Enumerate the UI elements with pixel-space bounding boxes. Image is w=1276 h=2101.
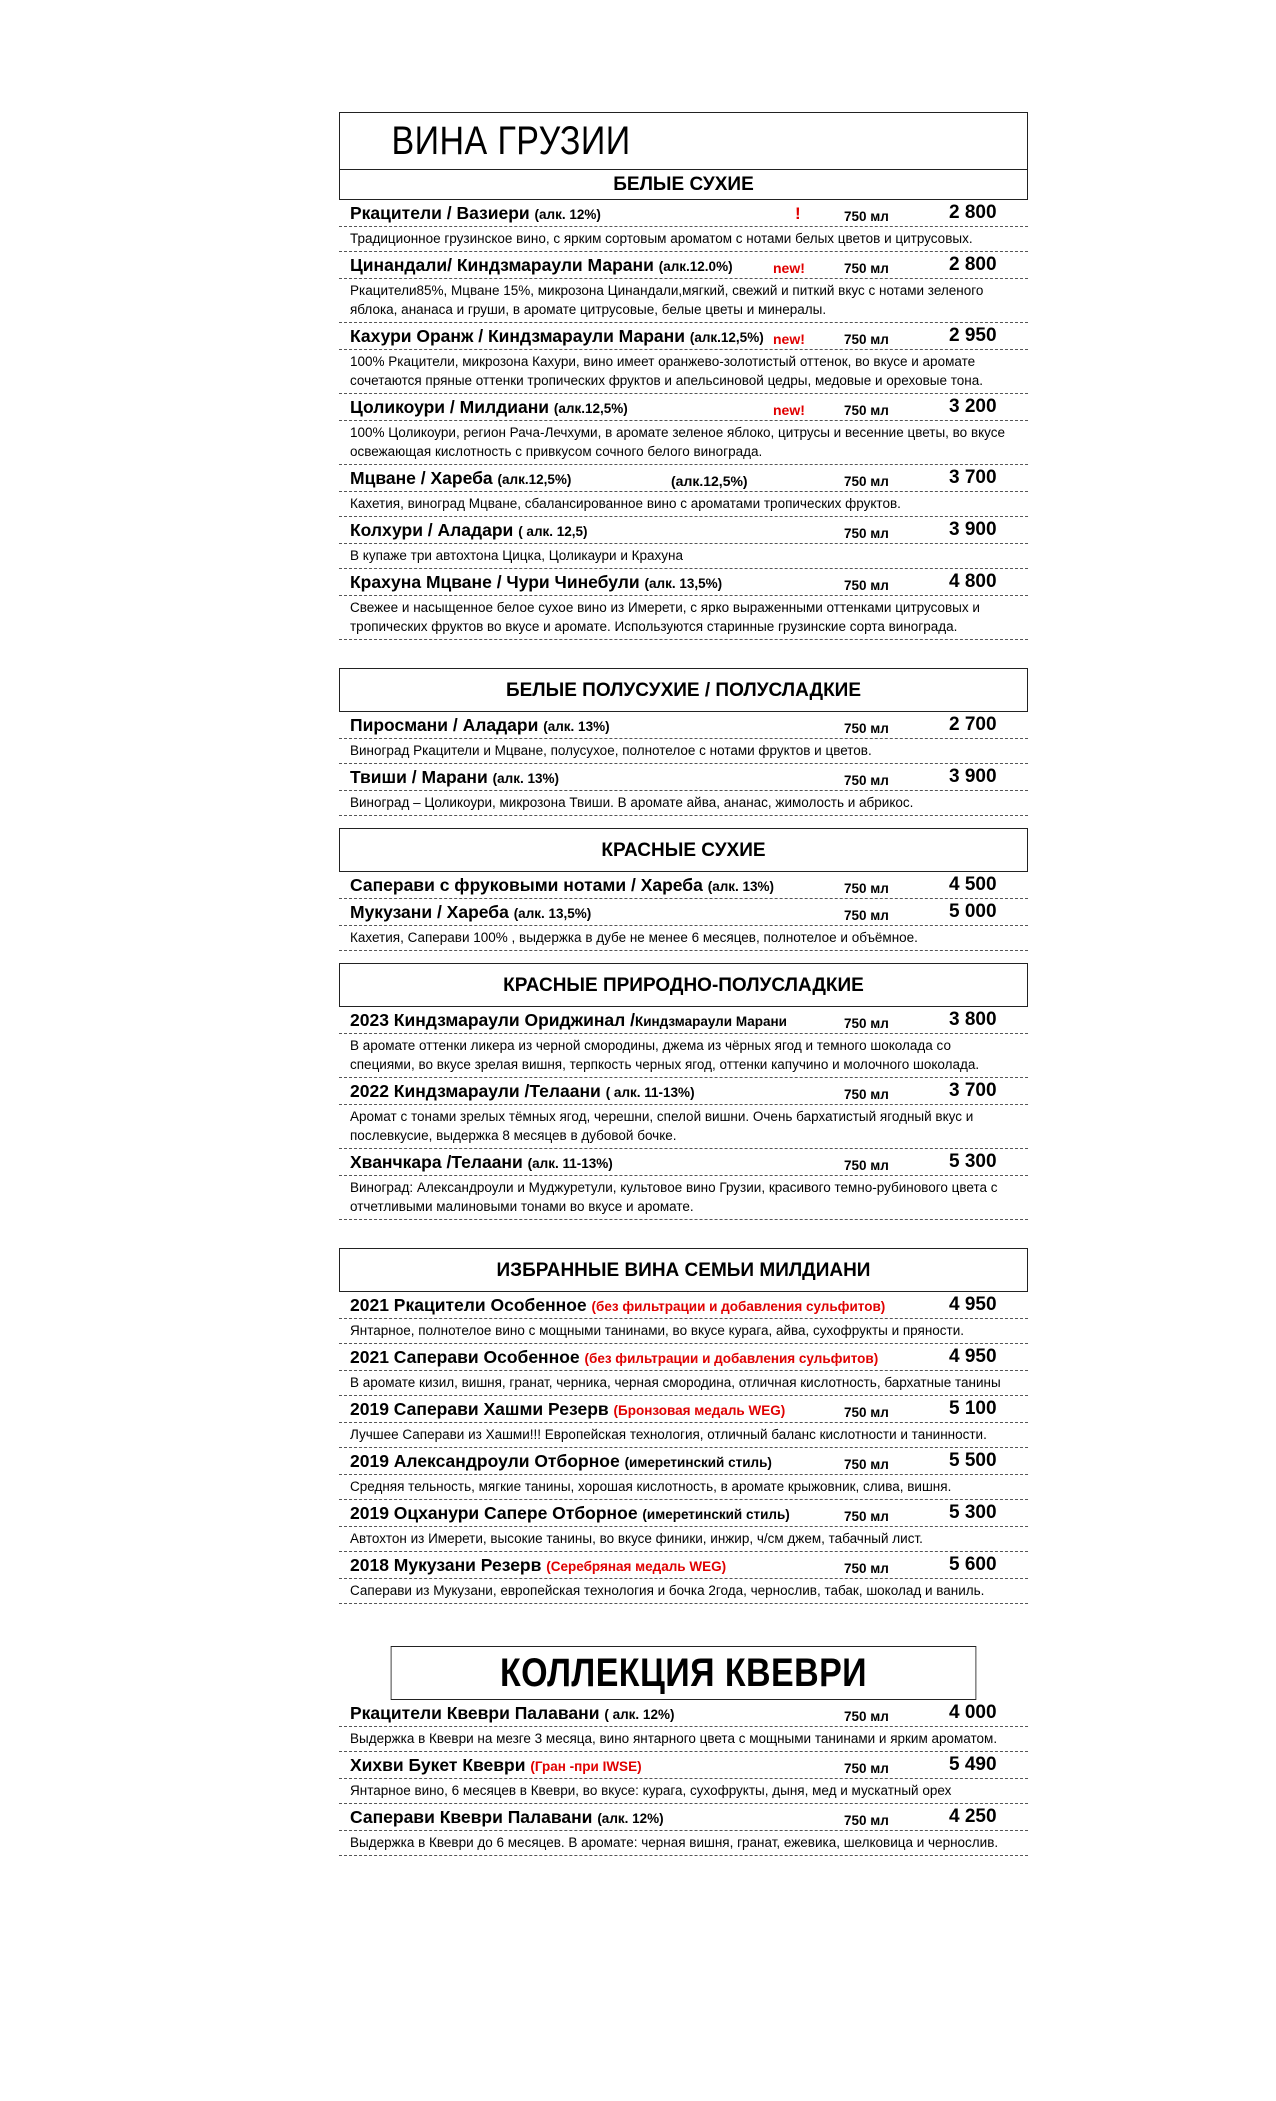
wine-name <box>350 1081 695 1102</box>
new-badge: new! <box>773 331 805 347</box>
wine-price: 2 950 <box>949 325 997 346</box>
wine-item <box>339 1700 1028 1752</box>
wine-name <box>350 767 559 788</box>
wine-volume: 750 мл <box>844 1561 889 1576</box>
wine-row <box>339 1752 1028 1779</box>
section-red-dry <box>339 872 1028 951</box>
wine-row <box>339 200 1028 227</box>
wine-alcohol-extra: (алк.12,5%) <box>671 473 748 489</box>
wine-alcohol: (алк.12,5%) <box>497 472 572 487</box>
wine-name <box>350 397 628 418</box>
wine-row <box>339 712 1028 739</box>
wine-item <box>339 1448 1028 1500</box>
wine-item <box>339 899 1028 951</box>
wine-description: В аромате оттенки ликера из черной смородины, джема из чёрных ягод и темного шоколада со специями, во вкусе зрелая вишня, терпкость черных ягод, оттенки капучино и молочного шоколада. <box>339 1034 1028 1078</box>
wine-volume: 750 мл <box>844 1457 889 1472</box>
wine-price: 5 500 <box>949 1450 997 1471</box>
wine-name-text: Ркацители Квеври Палавани <box>350 1703 605 1723</box>
wine-alcohol: (алк. 12%) <box>597 1811 664 1826</box>
wine-name-text: Пиросмани / Аладари <box>350 715 544 735</box>
wine-volume: 750 мл <box>844 1509 889 1524</box>
wine-volume: 750 мл <box>844 721 889 736</box>
wine-item <box>339 252 1028 323</box>
wine-description: Янтарное вино, 6 месяцев в Квеври, во вкусе: курага, сухофрукты, дыня, мед и мускатный орех <box>339 1779 1028 1804</box>
wine-name-text: 2022 Киндзмараули /Телаани <box>350 1081 606 1101</box>
wine-description: Выдержка в Квеври до 6 месяцев. В аромате: черная вишня, гранат, ежевика, шелковица и чернослив. <box>339 1831 1028 1856</box>
wine-description: Кахетия, виноград Мцване, сбалансированное вино с ароматами тропических фруктов. <box>339 492 1028 517</box>
wine-volume: 750 мл <box>844 1813 889 1828</box>
new-badge: new! <box>773 260 805 276</box>
wine-row <box>339 1292 1028 1319</box>
wine-item <box>339 712 1028 764</box>
wine-volume: 750 мл <box>844 1087 889 1102</box>
wine-volume: 750 мл <box>844 578 889 593</box>
wine-price: 4 500 <box>949 874 997 895</box>
section-white-dry <box>339 200 1028 640</box>
wine-item <box>339 200 1028 252</box>
wine-row <box>339 1500 1028 1527</box>
wine-name <box>350 468 571 489</box>
wine-name <box>350 1451 772 1472</box>
wine-name <box>350 1503 790 1524</box>
wine-item <box>339 1344 1028 1396</box>
wine-name-text: 2021 Ркацители Особенное <box>350 1295 592 1315</box>
wine-volume: 750 мл <box>844 332 889 347</box>
wine-price: 3 900 <box>949 766 997 787</box>
wine-alcohol: (имеретинский стиль) <box>642 1507 790 1522</box>
wine-name-text: Ркацители / Вазиери <box>350 203 535 223</box>
wine-name-text: Кахури Оранж / Киндзмараули Марани <box>350 326 690 346</box>
wine-alcohol: (алк. 13,5%) <box>513 906 592 921</box>
wine-alcohol: (алк.12,5%) <box>689 330 764 345</box>
wine-item <box>339 872 1028 899</box>
wine-item <box>339 394 1028 465</box>
wine-award: (без фильтрации и добавления сульфитов) <box>591 1299 886 1314</box>
wine-name <box>350 1555 726 1576</box>
wine-alcohol: Киндзмараули Марани <box>634 1014 787 1029</box>
section-heading-mildiani: ИЗБРАННЫЕ ВИНА СЕМЬИ МИЛДИАНИ <box>339 1248 1028 1292</box>
wine-row <box>339 899 1028 926</box>
wine-alcohol: (алк. 13,5%) <box>644 576 723 591</box>
wine-price: 4 250 <box>949 1806 997 1827</box>
wine-item <box>339 1292 1028 1344</box>
wine-item <box>339 517 1028 569</box>
wine-item <box>339 1149 1028 1220</box>
wine-volume: 750 мл <box>844 1016 889 1031</box>
wine-item <box>339 569 1028 640</box>
wine-description: Традиционное грузинское вино, с ярким сортовым ароматом с нотами белых цветов и цитрусовых. <box>339 227 1028 252</box>
wine-name-text: 2019 Саперави Хашми Резерв <box>350 1399 614 1419</box>
wine-price: 5 490 <box>949 1754 997 1775</box>
wine-volume: 750 мл <box>844 1709 889 1724</box>
wine-alcohol: (имеретинский стиль) <box>624 1455 772 1470</box>
wine-item <box>339 323 1028 394</box>
wine-description: Лучшее Саперави из Хашми!!! Европейская технология, отличный баланс кислотности и танинности. <box>339 1423 1028 1448</box>
wine-price: 3 700 <box>949 467 997 488</box>
wine-volume: 750 мл <box>844 881 889 896</box>
wine-volume: 750 мл <box>844 261 889 276</box>
wine-volume: 750 мл <box>844 1761 889 1776</box>
wine-alcohol: (алк.12,5%) <box>553 401 628 416</box>
wine-name-text: Саперави с фруковыми нотами / Хареба <box>350 875 708 895</box>
wine-alcohol: (алк. 11-13%) <box>527 1156 613 1171</box>
wine-item <box>339 1007 1028 1078</box>
wine-row <box>339 1344 1028 1371</box>
wine-item <box>339 1552 1028 1604</box>
wine-name-text: Хихви Букет Квеври <box>350 1755 531 1775</box>
wine-volume: 750 мл <box>844 1405 889 1420</box>
section-mildiani <box>339 1292 1028 1604</box>
wine-name-text: Цинандали/ Киндзмараули Марани <box>350 255 659 275</box>
wine-row <box>339 323 1028 350</box>
wine-alcohol: ( алк. 12%) <box>604 1707 675 1722</box>
section-white-semi <box>339 712 1028 816</box>
wine-price: 3 900 <box>949 519 997 540</box>
wine-description: Виноград – Цоликоури, микрозона Твиши. В аромате айва, ананас, жимолость и абрикос. <box>339 791 1028 816</box>
wine-description: Саперави из Мукузани, европейская технология и бочка 2года, чернослив, табак, шоколад и ваниль. <box>339 1579 1028 1604</box>
wine-alcohol: ( алк. 11-13%) <box>605 1085 695 1100</box>
section-red-semi <box>339 1007 1028 1220</box>
wine-award: (без фильтрации и добавления сульфитов) <box>584 1351 879 1366</box>
wine-alcohol: (алк. 13%) <box>543 719 610 734</box>
wine-row <box>339 1804 1028 1831</box>
wine-row <box>339 1007 1028 1034</box>
wine-alcohol: ( алк. 12,5) <box>518 524 588 539</box>
wine-description: 100% Цоликоури, регион Рача-Лечхуми, в аромате зеленое яблоко, цитрусы и весенние цветы, во вкусе освежающая кислотность с привкусом сочного белого винограда. <box>339 421 1028 465</box>
wine-row <box>339 1552 1028 1579</box>
wine-description: В купаже три автохтона Цицка, Цоликаури и Крахуна <box>339 544 1028 569</box>
wine-name-text: 2021 Саперави Особенное <box>350 1347 585 1367</box>
wine-name-text: Хванчкара /Телаани <box>350 1152 528 1172</box>
section-heading-white-dry: БЕЛЫЕ СУХИЕ <box>340 169 1027 199</box>
wine-row <box>339 1448 1028 1475</box>
wine-description: Кахетия, Саперави 100% , выдержка в дубе не менее 6 месяцев, полнотелое и объёмное. <box>339 926 1028 951</box>
wine-name-text: Цоликоури / Милдиани <box>350 397 554 417</box>
wine-name <box>350 572 722 593</box>
wine-item <box>339 1396 1028 1448</box>
wine-volume: 750 мл <box>844 474 889 489</box>
wine-description: В аромате кизил, вишня, гранат, черника, черная смородина, отличная кислотность, бархатные танины <box>339 1371 1028 1396</box>
wine-price: 3 200 <box>949 396 997 417</box>
wine-volume: 750 мл <box>844 908 889 923</box>
section-heading-white-semi: БЕЛЫЕ ПОЛУСУХИЕ / ПОЛУСЛАДКИЕ <box>339 668 1028 712</box>
wine-volume: 750 мл <box>844 1158 889 1173</box>
wine-price: 4 950 <box>949 1346 997 1367</box>
wine-price: 2 800 <box>949 254 997 275</box>
wine-row <box>339 1078 1028 1105</box>
wine-name <box>350 902 591 923</box>
wine-price: 4 000 <box>949 1702 997 1723</box>
wine-description: 100% Ркацители, микрозона Кахури, вино имеет оранжево-золотистый оттенок, во вкусе и аромате сочетаются пряные оттенки тропических фруктов и апельсиновой цедры, медовые и ореховые тона. <box>339 350 1028 394</box>
wine-row <box>339 1149 1028 1176</box>
wine-price: 5 300 <box>949 1151 997 1172</box>
wine-item <box>339 764 1028 816</box>
wine-name <box>350 255 733 276</box>
wine-price: 4 800 <box>949 571 997 592</box>
wine-name <box>350 715 610 736</box>
wine-row <box>339 569 1028 596</box>
wine-name <box>350 1295 885 1316</box>
wine-description: Янтарное, полнотелое вино с мощными танинами, во вкусе курага, айва, сухофрукты и пряности. <box>339 1319 1028 1344</box>
wine-alcohol: (алк. 13%) <box>707 879 775 894</box>
wine-alcohol: (алк. 12%) <box>534 207 601 222</box>
wine-name-text: Саперави Квеври Палавани <box>350 1807 598 1827</box>
wine-description: Выдержка в Квеври на мезге 3 месяца, вино янтарного цвета с мощными танинами и ярким ароматом. <box>339 1727 1028 1752</box>
wine-item <box>339 1500 1028 1552</box>
wine-volume: 750 мл <box>844 403 889 418</box>
wine-name <box>350 1807 664 1828</box>
wine-price: 2 700 <box>949 714 997 735</box>
wine-volume: 750 мл <box>844 773 889 788</box>
wine-description: Средняя тельность, мягкие танины, хорошая кислотность, в аромате крыжовник, слива, вишня. <box>339 1475 1028 1500</box>
wine-item <box>339 1078 1028 1149</box>
wine-row <box>339 764 1028 791</box>
wine-name <box>350 1703 674 1724</box>
wine-price: 3 700 <box>949 1080 997 1101</box>
wine-row <box>339 252 1028 279</box>
wine-name-text: Твиши / Марани <box>350 767 493 787</box>
wine-row <box>339 1700 1028 1727</box>
highlight-mark: ! <box>795 204 801 223</box>
wine-alcohol: (алк. 13%) <box>492 771 559 786</box>
wine-row <box>339 1396 1028 1423</box>
wine-name-text: 2019 Александроули Отборное <box>350 1451 625 1471</box>
wine-alcohol: (алк.12.0%) <box>658 259 733 274</box>
wine-name-text: 2019 Оцханури Сапере Отборное <box>350 1503 643 1523</box>
wine-description: Свежее и насыщенное белое сухое вино из Имерети, с ярко выраженными оттенками цитрусовых и тропических фруктов во вкусе и аромате. Используются старинные грузинские сорта винограда. <box>339 596 1028 640</box>
wine-name <box>350 326 764 347</box>
wine-item <box>339 1804 1028 1856</box>
wine-price: 3 800 <box>949 1009 997 1030</box>
wine-description: Виноград Ркацители и Мцване, полусухое, полнотелое с нотами фруктов и цветов. <box>339 739 1028 764</box>
wine-name <box>350 1152 613 1173</box>
georgia-wines-header <box>339 112 1028 200</box>
wine-price: 4 950 <box>949 1294 997 1315</box>
wine-name <box>350 1347 878 1368</box>
wine-award: (Серебряная медаль WEG) <box>546 1559 727 1574</box>
wine-row <box>339 394 1028 421</box>
wine-description: Виноград: Александроули и Муджуретули, культовое вино Грузии, красивого темно-рубинового цвета с отчетливыми малиновыми тонами во вкусе и аромате. <box>339 1176 1028 1220</box>
wine-item <box>339 1752 1028 1804</box>
wine-price: 5 100 <box>949 1398 997 1419</box>
page-title: ВИНА ГРУЗИИ <box>391 119 631 163</box>
qvevri-title: КОЛЛЕКЦИЯ КВЕВРИ <box>391 1646 977 1700</box>
wine-name-text: Крахуна Мцване / Чури Чинебули <box>350 572 645 592</box>
wine-name-text: 2023 Киндзмараули Ориджинал / <box>350 1010 635 1030</box>
wine-award: (Бронзовая медаль WEG) <box>613 1403 786 1418</box>
section-heading-red-semi: КРАСНЫЕ ПРИРОДНО-ПОЛУСЛАДКИЕ <box>339 963 1028 1007</box>
wine-volume: 750 мл <box>844 526 889 541</box>
wine-row <box>339 872 1028 899</box>
wine-price: 5 600 <box>949 1554 997 1575</box>
wine-menu <box>339 112 1028 1856</box>
wine-name <box>350 1010 787 1031</box>
wine-price: 5 300 <box>949 1502 997 1523</box>
wine-name <box>350 520 588 541</box>
wine-description: Автохтон из Имерети, высокие танины, во вкусе финики, инжир, ч/см джем, табачный лист. <box>339 1527 1028 1552</box>
wine-name-text: 2018 Мукузани Резерв <box>350 1555 547 1575</box>
wine-row <box>339 517 1028 544</box>
wine-name-text: Мцване / Хареба <box>350 468 498 488</box>
new-badge: new! <box>773 402 805 418</box>
wine-price: 5 000 <box>949 901 997 922</box>
wine-name-text: Колхури / Аладари <box>350 520 519 540</box>
wine-name-text: Мукузани / Хареба <box>350 902 514 922</box>
wine-row <box>339 465 1028 492</box>
wine-price: 2 800 <box>949 202 997 223</box>
wine-description: Аромат с тонами зрелых тёмных ягод, черешни, спелой вишни. Очень бархатистый ягодный вкус и послевкусие, выдержка 8 месяцев в дубовой бочке. <box>339 1105 1028 1149</box>
wine-award: (Гран -при IWSE) <box>530 1759 642 1774</box>
wine-item <box>339 465 1028 517</box>
section-heading-red-dry: КРАСНЫЕ СУХИЕ <box>339 828 1028 872</box>
wine-name <box>350 1755 642 1776</box>
wine-name <box>350 1399 785 1420</box>
wine-volume: 750 мл <box>844 209 889 224</box>
wine-name <box>350 875 774 896</box>
section-qvevri <box>339 1700 1028 1856</box>
wine-name <box>350 203 601 224</box>
wine-description: Ркацители85%, Мцване 15%, микрозона Цинандали,мягкий, свежий и питкий вкус с нотами зеленого яблока, ананаса и груши, в аромате цитрусовые, белые цветы и минералы. <box>339 279 1028 323</box>
